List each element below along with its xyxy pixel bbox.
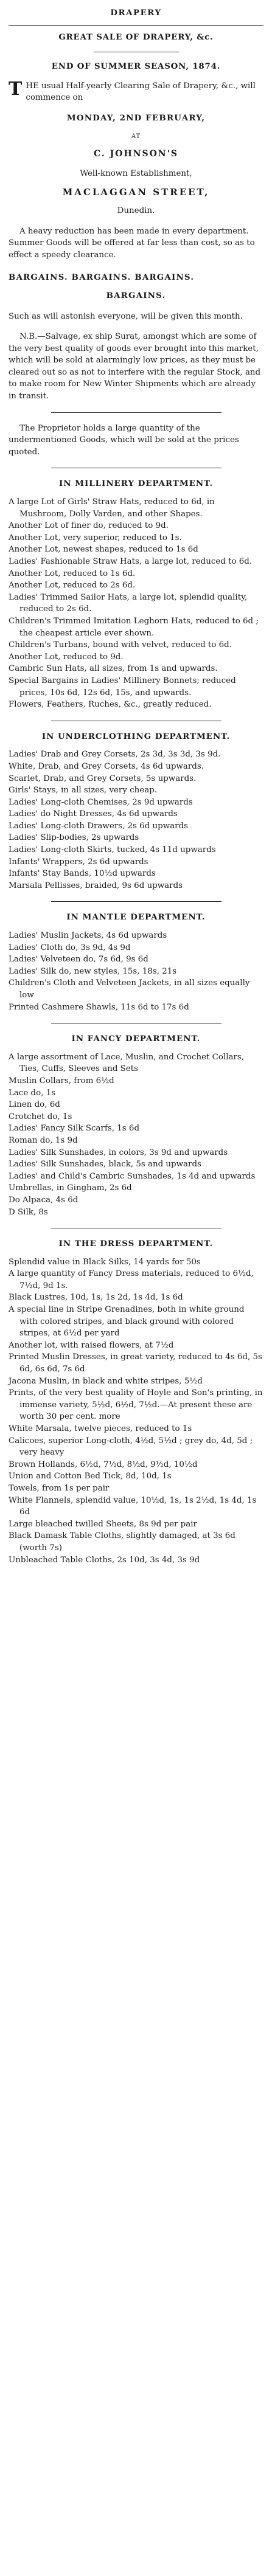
list-item: A large assortment of Lace, Muslin, and Crochet Collars, Ties, Cuffs, Sleeves and Sets xyxy=(9,1052,245,1074)
list-item: Linen do, 6d xyxy=(9,1100,60,1110)
list-item: Cambric Sun Hats, all sizes, from 1s and upwards. xyxy=(9,664,218,674)
at-label: AT xyxy=(131,133,141,140)
list-item: Children's Turbans, bound with velvet, reduced to 6d. xyxy=(9,640,232,650)
divider xyxy=(9,25,263,26)
list-item: Umbrellas, in Gingham, 2s 6d xyxy=(9,1183,132,1193)
sale-date: MONDAY, 2ND FEBRUARY, xyxy=(66,113,206,123)
list-item: Marsala Pellisses, braided, 9s 6d upwards xyxy=(9,881,183,890)
list-item: Children's Cloth and Velveteen Jackets, in all sizes equally low xyxy=(9,978,250,1000)
list-item: Roman do, 1s 9d xyxy=(9,1135,78,1145)
list-item: Infants' Wrappers, 2s 6d upwards xyxy=(9,857,148,867)
list-item: Black Damask Table Cloths, slightly damaged, at 3s 6d (worth 7s) xyxy=(9,1531,235,1553)
list-item: Another Lot, newest shapes, reduced to 1s 6d xyxy=(9,545,198,555)
list-item: Union and Cotton Bed Tick, 8d, 10d, 1s xyxy=(9,1472,172,1481)
list-item: Scarlet, Drab, and Grey Corsets, 5s upwards. xyxy=(9,774,197,783)
list-item: Ladies' Silk Sunshades, black, 5s and upwards xyxy=(9,1160,201,1169)
list-item: A large Lot of Girls' Straw Hats, reduced to 6d, in Mushroom, Dolly Varden, and other Shapes. xyxy=(9,497,215,519)
list-item: Ladies' Fancy Silk Scarfs, 1s 6d xyxy=(9,1124,140,1134)
list-item: Do Alpaca, 4s 6d xyxy=(9,1195,78,1205)
underclothing-heading: IN UNDERCLOTHING DEPARTMENT. xyxy=(41,731,231,741)
list-item: Ladies' Trimmed Sailor Hats, a large lot, splendid quality, reduced to 2s 6d. xyxy=(9,592,248,614)
list-item: Crotchet do, 1s xyxy=(9,1112,72,1121)
list-item: Infants' Stay Bands, 10½d upwards xyxy=(9,869,156,879)
list-item: Another Lot, reduced to 2s 6d. xyxy=(9,581,136,590)
list-item: Ladies' Cloth do, 3s 9d, 4s 9d xyxy=(9,943,131,952)
bargains-banner: BARGAINS. BARGAINS. BARGAINS. xyxy=(9,272,195,283)
list-item: Ladies' Velveteen do, 7s 6d, 9s 6d xyxy=(9,955,148,964)
dress-list xyxy=(9,1256,263,1566)
divider xyxy=(51,901,221,902)
list-item: Ladies' Fashionable Straw Hats, a large lot, reduced to 6d. xyxy=(9,557,253,566)
list-item: Girls' Stays, in all sizes, very cheap. xyxy=(9,786,158,795)
reduction-paragraph: A heavy reduction has been made in every department. Summer Goods will be offered at far less than cost, so as to effect a speedy clearance. xyxy=(9,226,255,260)
salvage-notice: N.B.—Salvage, ex ship Surat, amongst which are some of the very best quality of goods ever brought into this market, which will be sold at alarmingly low prices, as they must be cleared out so as not to interfere with the regular Stock, and to make room for New Winter Shipments which are already in transit. xyxy=(9,332,261,401)
proprietor-name: C. JOHNSON'S xyxy=(94,149,178,159)
list-item: Printed Cashmere Shawls, 11s 6d to 17s 6d xyxy=(9,1002,189,1012)
list-item: Children's Trimmed Imitation Leghorn Hats, reduced to 6d ; the cheapest article ever shown. xyxy=(9,616,259,638)
street-name: MACLAGGAN STREET, xyxy=(62,187,210,198)
list-item: Another Lot, very superior, reduced to 1s. xyxy=(9,533,182,542)
list-item: Lace do, 1s xyxy=(9,1088,56,1098)
list-item: Another Lot, reduced to 9d. xyxy=(9,652,124,662)
millinery-list xyxy=(9,496,263,711)
list-item: Towels, from 1s per pair xyxy=(9,1483,110,1493)
list-item: Special Bargains in Ladies' Millinery Bonnets; reduced prices, 10s 6d, 12s 6d, 15s, and upwards. xyxy=(9,676,236,698)
list-item: Calicoes, superior Long-cloth, 4½d, 5½d ; grey do, 4d, 5d ; very heavy xyxy=(9,1436,253,1458)
underclothing-list xyxy=(9,749,263,892)
fancy-heading: IN FANCY DEPARTMENT. xyxy=(71,1034,201,1044)
list-item: White Flannels, splendid value, 10½d, 1s, 1s 2½d, 1s 4d, 1s 6d xyxy=(9,1495,257,1517)
establishment-label: Well-known Establishment, xyxy=(80,168,192,178)
list-item: Ladies' Silk Sunshades, in colors, 3s 9d and upwards xyxy=(9,1148,228,1157)
list-item: Muslin Collars, from 6½d xyxy=(9,1076,114,1085)
mantle-heading: IN MANTLE DEPARTMENT. xyxy=(66,912,206,923)
bargains-center: BARGAINS. xyxy=(106,290,166,300)
city-name: Dunedin. xyxy=(117,206,155,215)
list-item: Jacona Muslin, in black and white stripes, 5½d xyxy=(9,1376,203,1386)
list-item: Ladies' Muslin Jackets, 4s 6d upwards xyxy=(9,931,167,941)
list-item: Flowers, Feathers, Ruches, &c., greatly reduced. xyxy=(9,700,212,710)
list-item: Another Lot of finer do, reduced to 9d. xyxy=(9,521,169,531)
spacer xyxy=(9,322,263,331)
list-item: Another Lot, reduced to 1s 6d. xyxy=(9,569,136,578)
list-item: Ladies' do Night Dresses, 4s 6d upwards xyxy=(9,809,178,819)
proprietor-paragraph: The Proprietor holds a large quantity of the undermentioned Goods, which will be sold at the prices quoted. xyxy=(9,423,239,457)
list-item: Brown Hollands, 6½d, 7½d, 8½d, 9½d, 10½d xyxy=(9,1459,198,1469)
millinery-heading: IN MILLINERY DEPARTMENT. xyxy=(58,479,214,489)
list-item: Ladies' Long-cloth Skirts, tucked, 4s 11d upwards xyxy=(9,845,216,855)
ad-subheadline: END OF SUMMER SEASON, 1874. xyxy=(51,61,221,72)
list-item: D Silk, 8s xyxy=(9,1207,48,1217)
mantle-list xyxy=(9,930,263,1013)
fancy-list xyxy=(9,1051,263,1218)
list-item: Printed Muslin Dresses, in great variety, reduced to 4s 6d, 5s 6d, 6s 6d, 7s 6d xyxy=(9,1352,262,1374)
astonish-paragraph: Such as will astonish everyone, will be given this month. xyxy=(9,311,243,321)
intro-paragraph: THE usual Half-yearly Clearing Sale of Drapery, &c., will commence on xyxy=(9,78,256,103)
list-item: Ladies' Silk do, new styles, 15s, 18s, 21s xyxy=(9,966,177,976)
section-kicker: DRAPERY xyxy=(110,8,162,18)
list-item: A large quantity of Fancy Dress materials, reduced to 6½d, 7½d, 9d 1s. xyxy=(9,1269,254,1290)
list-item: Another lot, with raised flowers, at 7½d xyxy=(9,1340,174,1350)
ad-headline: GREAT SALE OF DRAPERY, &c. xyxy=(58,32,214,42)
dress-heading: IN THE DRESS DEPARTMENT. xyxy=(58,1239,214,1249)
list-item: Black Lustres, 10d, 1s, 1s 2d, 1s 4d, 1s 6d xyxy=(9,1293,183,1303)
divider xyxy=(51,412,221,413)
list-item: Ladies' Drab and Grey Corsets, 2s 3d, 3s 3d, 3s 9d. xyxy=(9,750,221,760)
list-item: White Marsala, twelve pieces, reduced to 1s xyxy=(9,1424,192,1433)
list-item: Ladies' Long-cloth Chemises, 2s 9d upwards xyxy=(9,797,193,807)
list-item: White, Drab, and Grey Corsets, 4s 6d upwards. xyxy=(9,761,204,771)
list-item: Splendid value in Black Silks, 14 yards for 50s xyxy=(9,1257,201,1267)
list-item: Ladies' Long-cloth Drawers, 2s 6d upwards xyxy=(9,821,189,831)
list-item: Unbleached Table Cloths, 2s 10d, 3s 4d, 3s 9d xyxy=(9,1555,200,1565)
list-item: Ladies' Slip-bodies, 2s upwards xyxy=(9,833,139,843)
list-item: Prints, of the very best quality of Hoyle and Son's printing, in immense variety, 5½d, 6½d, 7½d.—At present these are worth 30 per cent. more xyxy=(9,1388,263,1422)
list-item: Ladies' and Child's Cambric Sunshades, 1s 4d and upwards xyxy=(9,1171,256,1181)
list-item: A special line in Stripe Grenadines, both in white ground with colored stripes, and black ground with colored stripes, at 6½d per yard xyxy=(9,1305,245,1338)
list-item: Large bleached twilled Sheets, 8s 9d per pair xyxy=(9,1519,197,1529)
